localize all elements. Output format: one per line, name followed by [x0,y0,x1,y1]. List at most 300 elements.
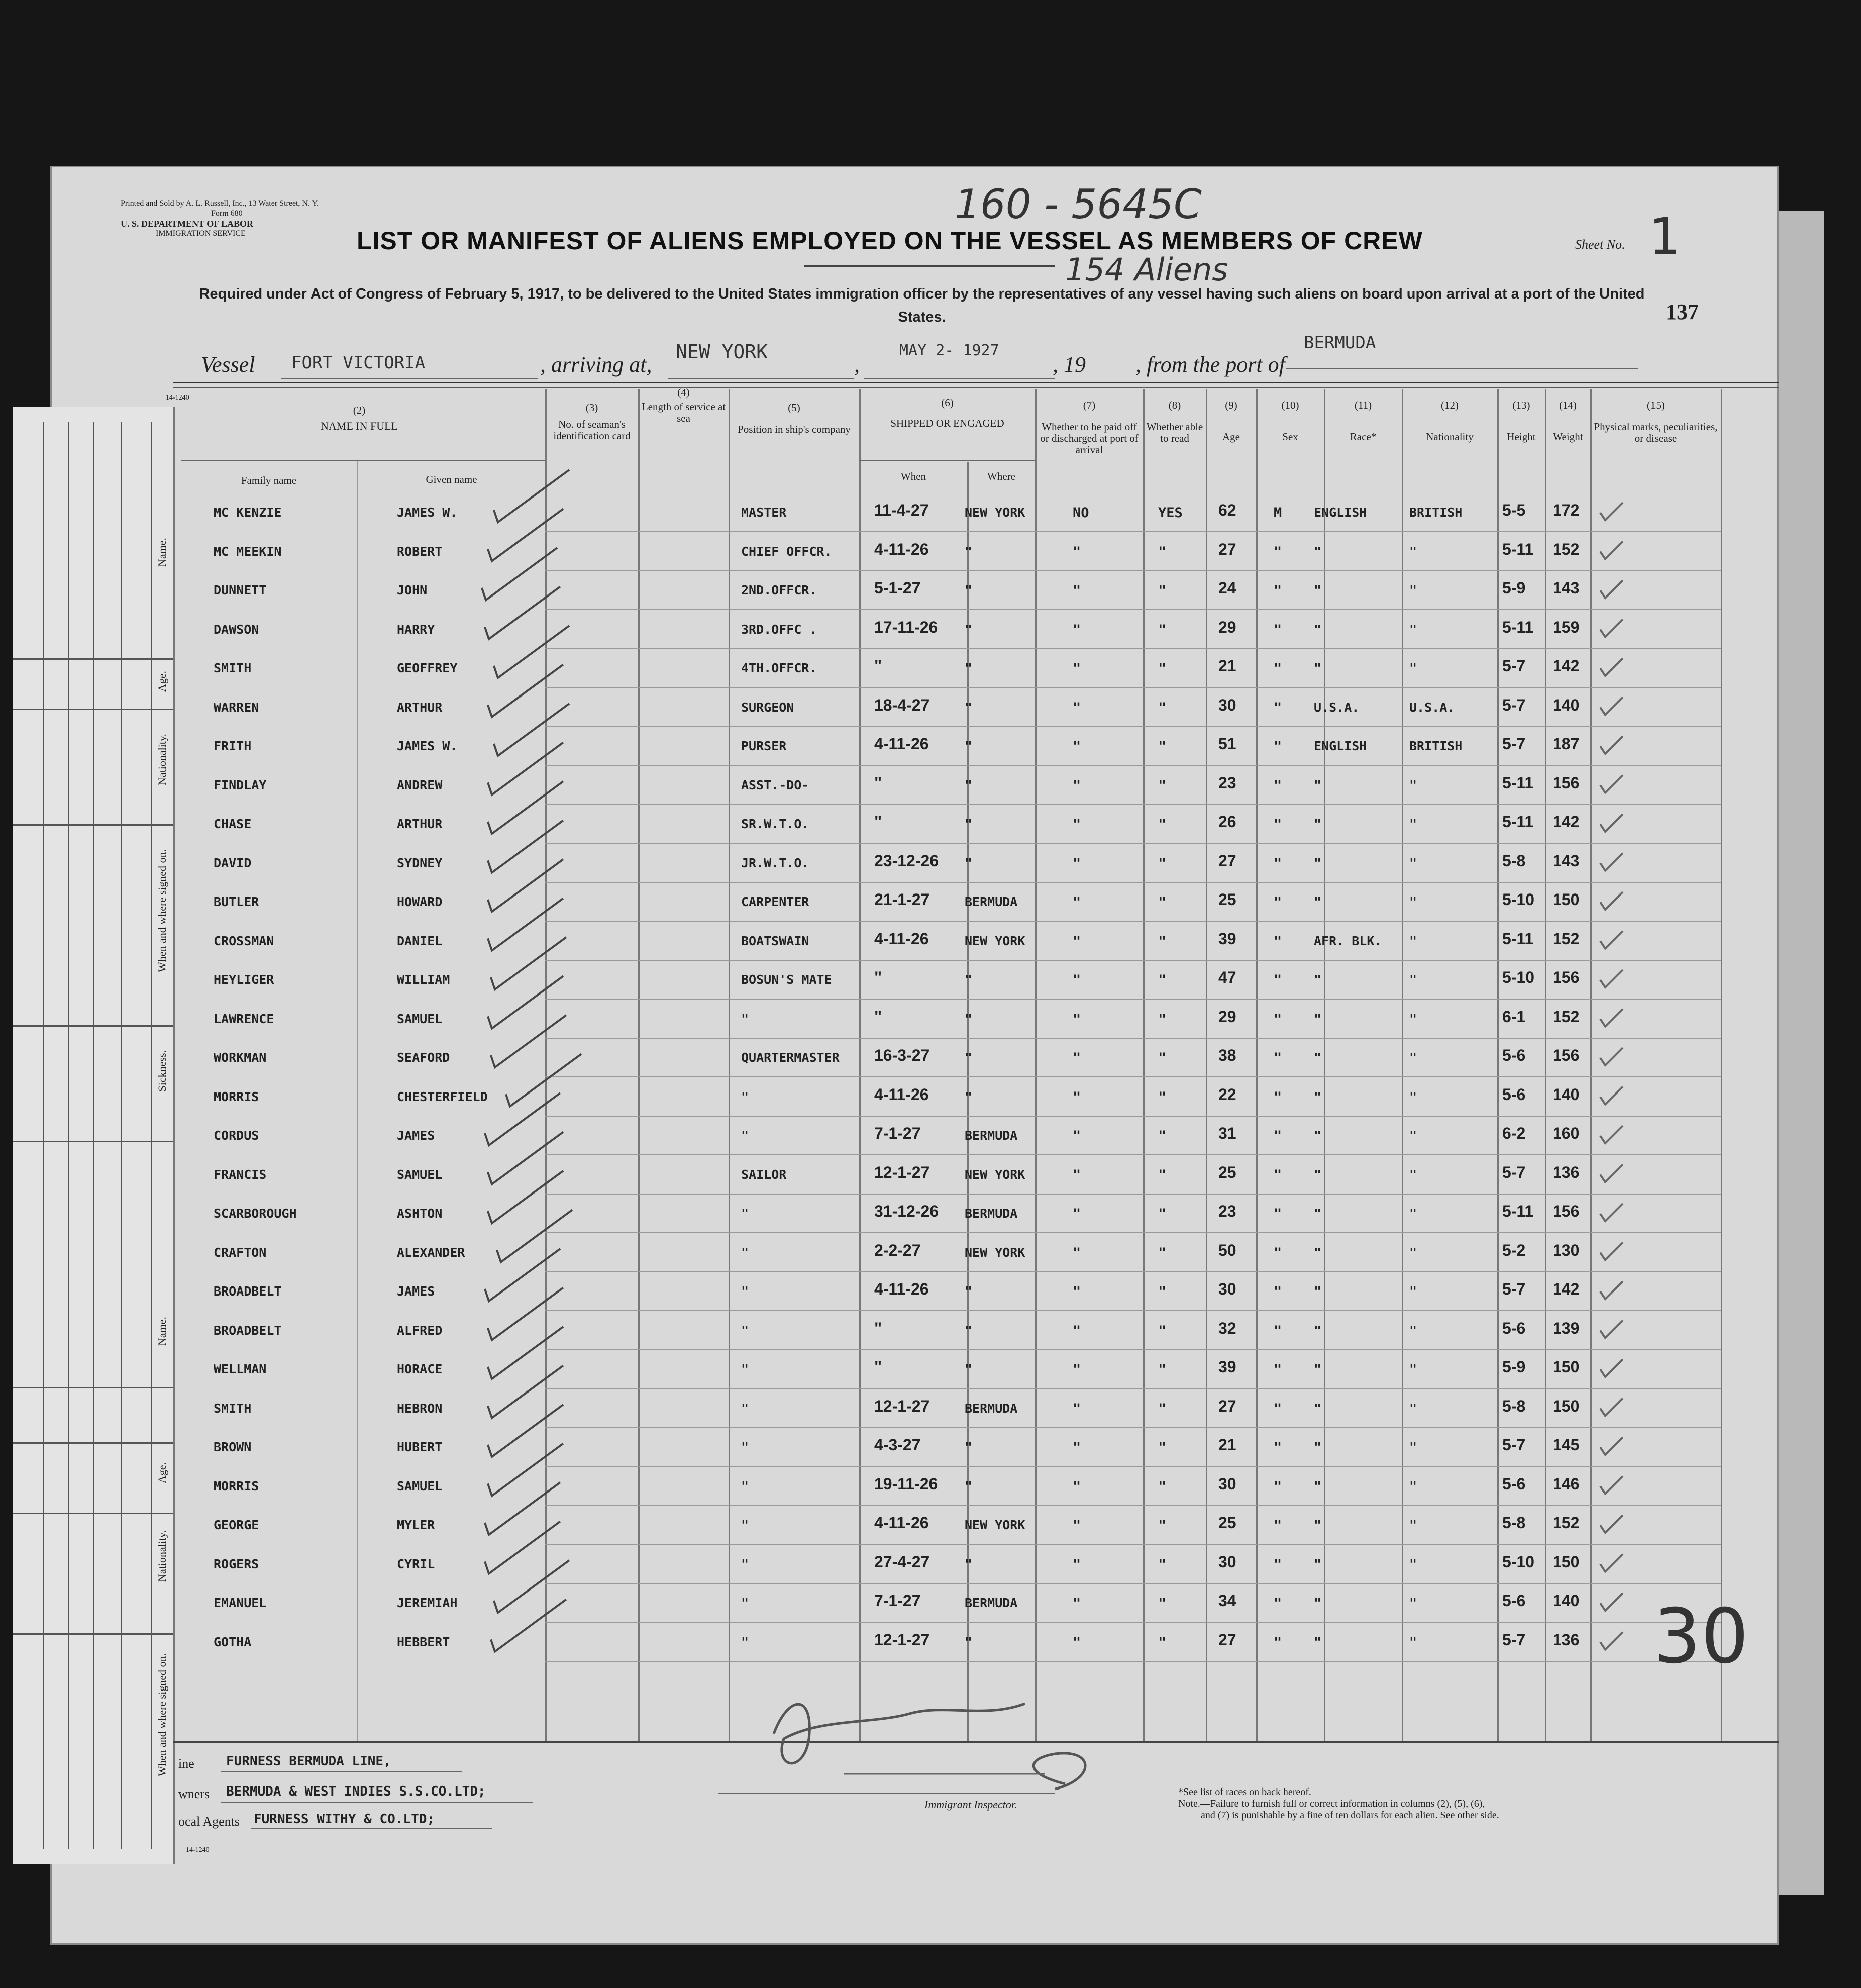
cell-age: 30 [1218,1280,1236,1298]
service-name: IMMIGRATION SERVICE [156,229,246,238]
cell-given: ANDREW [397,777,443,792]
cell-age: 62 [1218,501,1236,519]
cell-given: WILLIAM [397,972,450,987]
cell-position: " [741,1518,749,1532]
cell-nationality: " [1409,855,1417,870]
cell-family: WORKMAN [214,1050,267,1065]
cell-read: " [1158,894,1167,910]
cell-nationality: " [1409,1401,1417,1416]
cell-nationality: " [1409,1206,1417,1221]
cell-sex: " [1274,739,1282,754]
check-stroke [485,587,560,639]
cell-paid: " [1073,1323,1081,1339]
check-stroke [1600,814,1623,832]
cell-position: " [741,1128,749,1143]
cell-where: BERMUDA [965,894,1018,909]
check-stroke [1600,1165,1623,1182]
side-label: Age. [156,671,168,692]
cell-age: 27 [1218,1397,1236,1415]
check-stroke [1600,1399,1623,1416]
arrival-port: NEW YORK [676,341,768,363]
cell-when: 4-11-26 [874,540,929,558]
col-7-header: (7) Whether to be paid off or discharged at port of arrival [1040,399,1139,456]
page-subtitle: Required under Act of Congress of February 5, 1917, to be delivered to the United States immigration officer by the representatives of any vessel having such aliens on board upon arrival at a port of the United States. [199,286,1645,325]
cell-given: HORACE [397,1362,443,1376]
where-header: Where [987,470,1015,482]
cell-where: " [965,622,973,637]
col-5-header: (5) Position in ship's company [738,402,851,435]
cell-where: " [965,1634,973,1649]
cell-weight: 142 [1553,813,1580,831]
inspector-signature-line [718,1793,1055,1794]
cell-when: 21-1-27 [874,890,930,909]
inspector-label: Immigrant Inspector. [924,1798,1017,1811]
cell-read: " [1158,1050,1167,1066]
cell-weight: 136 [1553,1630,1580,1649]
cell-given: SYDNEY [397,855,443,870]
cell-nationality: " [1409,972,1417,987]
cell-family: CHASE [214,817,252,831]
cell-nationality: " [1409,777,1417,792]
cell-weight: 152 [1553,929,1580,948]
penalty-note: Note.—Failure to furnish full or correct information in columns (2), (5), (6), [1178,1798,1485,1809]
owners-underline [221,1802,533,1803]
cell-where: NEW YORK [965,505,1025,520]
cell-race: " [1314,1167,1322,1182]
cell-sex: " [1274,1556,1282,1572]
cell-paid: " [1073,894,1081,910]
cell-family: WELLMAN [214,1362,267,1376]
cell-when: " [874,1358,882,1376]
cell-when: 4-3-27 [874,1436,921,1454]
check-stroke [1600,1087,1623,1105]
check-stroke [1600,1321,1623,1338]
cell-height: 5-7 [1502,1630,1526,1649]
side-label: When and where signed on. [156,849,168,972]
cell-paid: " [1073,661,1081,676]
check-stroke [488,1288,563,1340]
cell-given: JAMES [397,1284,435,1299]
cell-race: " [1314,1596,1322,1610]
check-stroke [482,548,557,600]
cell-race: " [1314,777,1322,792]
cell-given: ARTHUR [397,817,443,831]
cell-weight: 140 [1553,1592,1580,1610]
cell-given: MYLER [397,1518,435,1532]
cell-read: " [1158,1634,1167,1650]
cell-nationality: " [1409,583,1417,598]
cell-age: 23 [1218,773,1236,792]
cell-where: " [965,1556,973,1571]
cell-weight: 152 [1553,540,1580,558]
cell-when: 5-1-27 [874,579,921,597]
cell-sex: " [1274,1284,1282,1300]
cell-when: 4-11-26 [874,1280,929,1298]
cell-where: NEW YORK [965,1518,1025,1532]
cell-family: DUNNETT [214,583,267,598]
cell-given: SAMUEL [397,1167,443,1182]
cell-height: 6-1 [1502,1007,1526,1026]
check-stroke [1600,1437,1623,1455]
cell-sex: " [1274,1440,1282,1455]
cell-age: 27 [1218,1630,1236,1649]
family-name-header: Family name [241,474,297,486]
cell-sex: " [1274,855,1282,871]
cell-position: " [741,1634,749,1649]
cell-age: 23 [1218,1202,1236,1220]
cell-given: CYRIL [397,1556,435,1571]
cell-age: 30 [1218,695,1236,714]
check-stroke [497,1210,572,1262]
check-stroke [1600,1554,1623,1572]
sheet-number-label: Sheet No. 1 [1575,207,1681,266]
cell-position: " [741,1556,749,1571]
cell-age: 22 [1218,1085,1236,1104]
cell-race: " [1314,1634,1322,1649]
cell-when: 19-11-26 [874,1474,938,1493]
cell-age: 32 [1218,1319,1236,1337]
check-stroke [1600,1593,1623,1611]
cell-read: " [1158,1089,1167,1105]
cell-where: " [965,1362,973,1376]
cell-paid: " [1073,933,1081,949]
cell-nationality: " [1409,1556,1417,1571]
cell-nationality: " [1409,1440,1417,1454]
cell-height: 5-11 [1502,618,1534,636]
cell-sex: " [1274,972,1282,988]
cell-family: BROADBELT [214,1284,282,1299]
cell-height: 5-6 [1502,1474,1526,1493]
col-8-header: (8) Whether able to read [1146,399,1203,444]
check-stroke [1600,1204,1623,1221]
cell-given: DANIEL [397,933,443,948]
cell-given: ARTHUR [397,700,443,715]
cell-height: 5-8 [1502,1514,1526,1532]
cell-nationality: " [1409,1284,1417,1299]
cell-read: " [1158,544,1167,560]
cell-height: 5-7 [1502,695,1526,714]
side-label: Nationality. [156,734,168,786]
cell-position: PURSER [741,739,787,753]
cell-race: " [1314,1206,1322,1221]
cell-sex: " [1274,894,1282,910]
cell-weight: 156 [1553,1046,1580,1064]
cell-paid: " [1073,1401,1081,1417]
cell-paid: " [1073,1206,1081,1222]
cell-age: 25 [1218,1163,1236,1181]
page-number: 137 [1666,300,1699,324]
cell-nationality: " [1409,1167,1417,1182]
cell-age: 30 [1218,1552,1236,1571]
cell-sex: " [1274,1167,1282,1183]
cell-age: 25 [1218,1514,1236,1532]
check-stroke [494,470,569,522]
cell-where: BERMUDA [965,1596,1018,1610]
vessel-label: Vessel [201,352,255,377]
cell-where: NEW YORK [965,933,1025,948]
cell-where: " [965,1440,973,1454]
cell-family: FRITH [214,739,252,753]
check-stroke [1600,892,1623,910]
cell-sex: " [1274,1128,1282,1144]
cell-where: " [965,817,973,831]
cell-weight: 140 [1553,695,1580,714]
cell-race: " [1314,855,1322,870]
cell-height: 6-2 [1502,1124,1526,1142]
cell-when: 4-11-26 [874,929,929,948]
cell-nationality: BRITISH [1409,505,1463,520]
form-code: 14-1240 [166,394,189,402]
col-13-header: (13) Height [1507,399,1536,443]
cell-age: 51 [1218,735,1236,753]
side-label: Sickness. [156,1050,168,1092]
cell-race: ENGLISH [1314,739,1367,753]
cell-height: 5-7 [1502,657,1526,675]
check-stroke [485,1093,560,1145]
agents-label: ocal Agents [178,1814,240,1829]
check-stroke [1600,1359,1623,1377]
penalty-note-2: and (7) is punishable by a fine of ten dollars for each alien. See other side. [1201,1810,1499,1821]
cell-sex: " [1274,1245,1282,1261]
col-12-header: (12) Nationality [1426,399,1474,443]
cell-when: 31-12-26 [874,1202,939,1220]
owners-label: wners [178,1786,210,1801]
cell-height: 5-8 [1502,1397,1526,1415]
cell-read: " [1158,933,1167,949]
cell-weight: 140 [1553,1085,1580,1104]
cell-sex: " [1274,1478,1282,1495]
from-port-label: , from the port of [1135,352,1285,377]
cell-weight: 150 [1553,890,1580,909]
cell-race: " [1314,1284,1322,1299]
cell-sex: " [1274,1518,1282,1533]
cell-where: " [965,661,973,675]
cell-read: " [1158,583,1167,599]
cell-when: 7-1-27 [874,1592,921,1610]
cell-read: " [1158,1478,1167,1495]
cell-sex: M [1274,505,1282,521]
arriving-label: , arriving at, [540,352,652,377]
cell-position: JR.W.T.O. [741,855,809,870]
cell-race: " [1314,1440,1322,1454]
check-stroke [494,704,569,756]
cell-position: " [741,1596,749,1610]
cell-age: 27 [1218,851,1236,870]
cell-family: HEYLIGER [214,972,274,987]
year-prefix: , 19 [1053,352,1086,377]
cell-where: " [965,739,973,753]
cell-sex: " [1274,1089,1282,1105]
check-stroke [1600,970,1623,987]
cell-weight: 143 [1553,851,1580,870]
cell-sex: " [1274,1011,1282,1027]
check-stroke [1600,1009,1623,1027]
cell-position: QUARTERMASTER [741,1050,840,1065]
cell-when: " [874,813,882,831]
check-stroke [1600,698,1623,715]
cell-family: SCARBOROUGH [214,1206,297,1221]
cell-family: SMITH [214,1401,252,1416]
cell-paid: " [1073,1128,1081,1144]
cell-nationality: " [1409,1634,1417,1649]
cell-sex: " [1274,583,1282,599]
cell-race: " [1314,817,1322,831]
cell-race: " [1314,1011,1322,1026]
cell-paid: " [1073,1440,1081,1455]
cell-family: DAWSON [214,622,259,637]
check-stroke [488,1132,563,1184]
cell-race: " [1314,1401,1322,1416]
cell-read: " [1158,1245,1167,1261]
cell-where: " [965,1478,973,1494]
cell-position: " [741,1401,749,1416]
check-stroke [485,1249,560,1301]
cell-where: BERMUDA [965,1128,1018,1143]
check-stroke [1600,658,1623,676]
cell-position: " [741,1206,749,1221]
cell-given: SEAFORD [397,1050,450,1065]
cell-when: 7-1-27 [874,1124,921,1142]
cell-position: " [741,1323,749,1338]
cell-race: " [1314,894,1322,909]
comma: , [854,352,860,377]
cell-weight: 156 [1553,773,1580,792]
cell-family: BUTLER [214,894,259,909]
cell-read: " [1158,1596,1167,1611]
cell-given: SAMUEL [397,1011,443,1026]
cell-when: " [874,773,882,792]
check-stroke [1600,542,1623,559]
cell-position: SURGEON [741,700,794,715]
cell-nationality: " [1409,1128,1417,1143]
side-label: Name. [156,538,168,567]
check-stroke [1600,775,1623,793]
printer-line: Printed and Sold by A. L. Russell, Inc., 13 Water Street, N. Y. [121,199,319,208]
check-stroke [1600,931,1623,949]
cell-position: " [741,1362,749,1376]
cell-weight: 156 [1553,968,1580,986]
cell-weight: 130 [1553,1241,1580,1259]
cell-family: MC MEEKIN [214,544,282,559]
cell-weight: 150 [1553,1552,1580,1571]
check-stroke [1600,1476,1623,1494]
cell-family: MORRIS [214,1478,259,1494]
check-stroke [488,665,563,717]
cell-height: 5-2 [1502,1241,1526,1259]
cell-weight: 139 [1553,1319,1580,1337]
cell-race: " [1314,1478,1322,1494]
cell-read: " [1158,739,1167,754]
cell-where: NEW YORK [965,1245,1025,1260]
cell-when: 4-11-26 [874,1514,929,1532]
check-stroke [488,743,563,795]
cell-position: " [741,1089,749,1104]
col-4-header: (4) Length of service at sea [641,386,726,424]
cell-family: CRAFTON [214,1245,267,1260]
inspector-signature [744,1673,1095,1799]
cell-family: ROGERS [214,1556,259,1571]
cell-read: YES [1158,505,1183,521]
cell-age: 29 [1218,1007,1236,1026]
cell-position: CHIEF OFFCR. [741,544,832,559]
cell-weight: 142 [1553,1280,1580,1298]
cell-family: FINDLAY [214,777,267,792]
cell-given: JAMES [397,1128,435,1143]
check-stroke [1600,1126,1623,1143]
cell-position: BOSUN'S MATE [741,972,832,987]
cell-sex: " [1274,700,1282,716]
cell-weight: 159 [1553,618,1580,636]
cell-paid: " [1073,1556,1081,1572]
cell-family: CROSSMAN [214,933,274,948]
cell-paid: " [1073,1167,1081,1183]
cell-race: " [1314,972,1322,987]
cell-height: 5-5 [1502,501,1526,519]
cell-sex: " [1274,1634,1282,1650]
cell-age: 34 [1218,1592,1236,1610]
cell-read: " [1158,1284,1167,1300]
check-stroke [491,1015,566,1067]
col-9-header: (9) Age [1222,399,1240,443]
cell-height: 5-7 [1502,1163,1526,1181]
cell-position: ASST.-DO- [741,777,809,792]
cell-nationality: " [1409,622,1417,637]
cell-position: 3RD.OFFC . [741,622,817,637]
cell-where: NEW YORK [965,1167,1025,1182]
cell-when: " [874,1007,882,1026]
cell-read: " [1158,1011,1167,1027]
cell-paid: NO [1073,505,1089,521]
cell-race: " [1314,1556,1322,1571]
line-label: ine [178,1756,194,1771]
cell-paid: " [1073,1245,1081,1261]
department-name: U. S. DEPARTMENT OF LABOR [121,219,254,229]
cell-where: " [965,1089,973,1104]
cell-nationality: " [1409,1011,1417,1026]
cell-paid: " [1073,817,1081,832]
cell-read: " [1158,1128,1167,1144]
cell-sex: " [1274,1050,1282,1066]
cell-weight: 187 [1553,735,1580,753]
cell-sex: " [1274,1596,1282,1611]
check-stroke [1600,1243,1623,1260]
cell-race: " [1314,1089,1322,1104]
cell-nationality: " [1409,1478,1417,1494]
cell-weight: 143 [1553,579,1580,597]
cell-where: " [965,1284,973,1299]
cell-when: " [874,1319,882,1337]
cell-age: 30 [1218,1474,1236,1493]
cell-position: 2ND.OFFCR. [741,583,817,598]
cell-height: 5-6 [1502,1046,1526,1064]
agents-underline [251,1828,492,1829]
col-11-header: (11) Race* [1350,399,1377,443]
cell-given: ALEXANDER [397,1245,465,1260]
cell-weight: 172 [1553,501,1580,519]
cell-when: 12-1-27 [874,1163,930,1181]
cell-read: " [1158,1518,1167,1533]
cell-when: 4-11-26 [874,735,929,753]
cell-paid: " [1073,1634,1081,1650]
from-port: BERMUDA [1304,333,1376,353]
cell-weight: 142 [1553,657,1580,675]
cell-paid: " [1073,1596,1081,1611]
cell-race: " [1314,1362,1322,1376]
cell-weight: 136 [1553,1163,1580,1181]
cell-height: 5-11 [1502,813,1534,831]
cell-family: DAVID [214,855,252,870]
cell-weight: 152 [1553,1007,1580,1026]
